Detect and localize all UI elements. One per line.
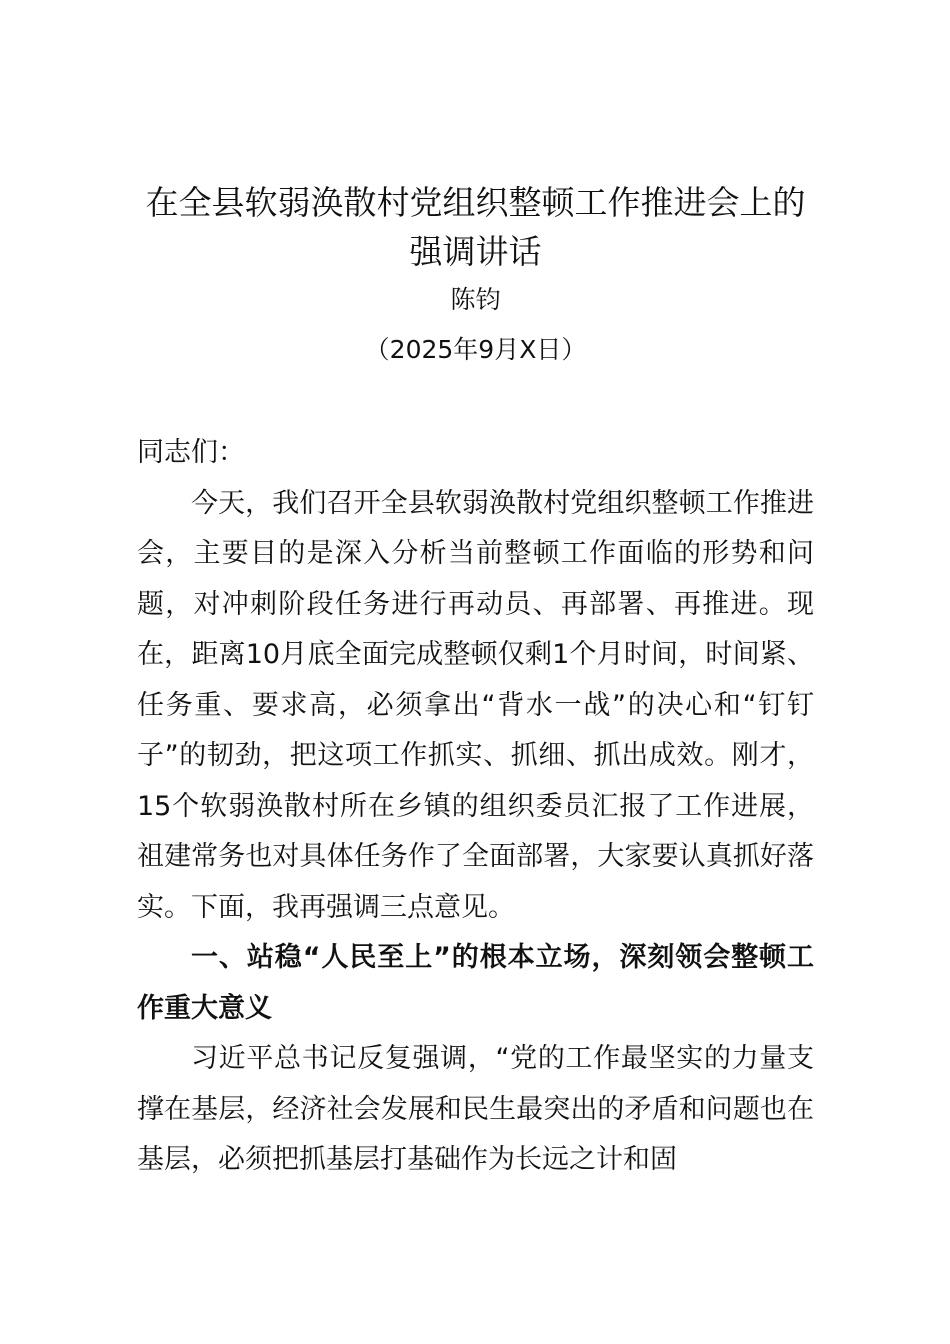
section-1-paragraph: 习近平总书记反复强调，“党的工作最坚实的力量支撑在基层，经济社会发展和民生最突出的矛盾和问题也在基层，必须把抓基层打基础作为长远之计和固: [137, 1043, 814, 1175]
section-heading-1: 一、站稳“人民至上”的根本立场，深刻领会整顿工作重大意义: [137, 942, 814, 1024]
salutation: 同志们：: [137, 437, 245, 468]
speech-date: （2025年9月X日）: [364, 335, 587, 364]
document-page: [137, 178, 814, 1186]
opening-paragraph: 今天，我们召开全县软弱涣散村党组织整顿工作推进会，主要目的是深入分析当前整顿工作面临的形势和问题，对冲刺阶段任务进行再动员、再部署、再推进。现在，距离10月底全面完成整顿仅剩1个月时间，时间紧、任务重、要求高，必须拿出“背水一战”的决心和“钉钉子”的韧劲，把这项工作抓实、抓细、抓出成效。刚才，15个软弱涣散村所在乡镇的组织委员汇报了工作进展，祖建常务也对具体任务作了全面部署，大家要认真抓好落实。下面，我再强调三点意见。: [137, 487, 814, 923]
document-title: 在全县软弱涣散村党组织整顿工作推进会上的强调讲话: [145, 183, 806, 271]
author-name: 陈钧: [450, 285, 501, 314]
